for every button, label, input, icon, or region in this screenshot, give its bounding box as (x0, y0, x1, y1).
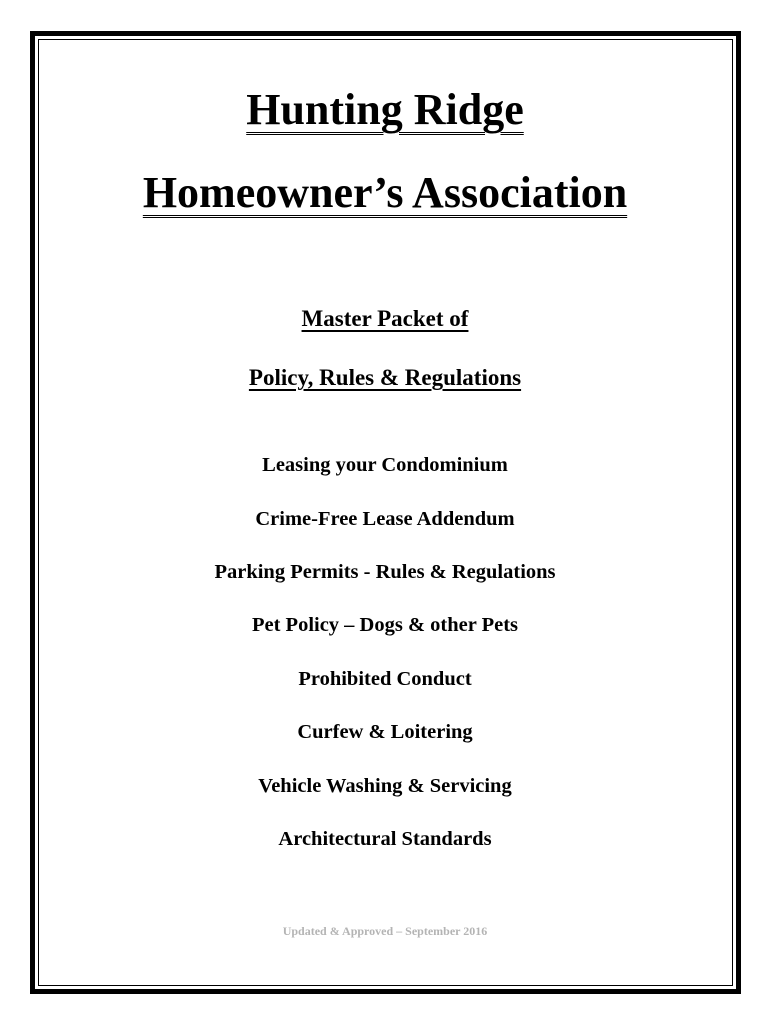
topic-item: Crime-Free Lease Addendum (255, 508, 515, 530)
subtitle-line-2-container (0, 363, 770, 393)
topic-item: Parking Permits - Rules & Regulations (214, 561, 556, 583)
title-line-1: Hunting Ridge (246, 85, 524, 134)
topic-item: Curfew & Loitering (297, 721, 473, 743)
topic-item: Vehicle Washing & Servicing (258, 775, 512, 797)
topic-item: Architectural Standards (278, 828, 492, 850)
title-line-2: Homeowner’s Association (142, 168, 628, 217)
title-line-2-container (0, 167, 770, 219)
title-line-1-container (0, 84, 770, 136)
subtitle-line-1: Master Packet of (301, 306, 469, 331)
subtitle-line-2: Policy, Rules & Regulations (248, 365, 522, 390)
subtitle-line-1-container (0, 304, 770, 334)
topic-item: Pet Policy – Dogs & other Pets (251, 614, 519, 636)
footer-note: Updated & Approved – September 2016 (282, 924, 488, 938)
topic-item: Leasing your Condominium (262, 454, 508, 476)
topic-item: Prohibited Conduct (298, 668, 472, 690)
